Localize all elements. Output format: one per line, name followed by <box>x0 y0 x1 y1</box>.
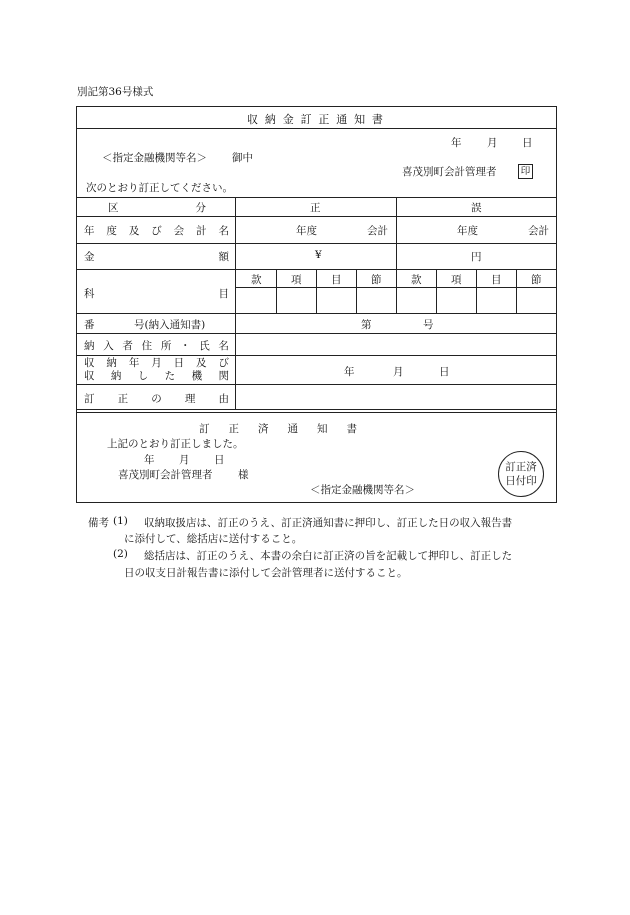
note-2-line-2: 日の収支日計報告書に添付して会計管理者に送付すること。 <box>124 567 408 579</box>
form-number-label: 別記第36号様式 <box>77 86 154 98</box>
col-head-sei: 正 <box>310 202 321 214</box>
rule-kamoku-col-5 <box>436 269 437 313</box>
frame-top-border <box>76 106 557 107</box>
kamoku-setsu-sei: 節 <box>371 274 382 286</box>
row-label-kamoku: 科 目 <box>84 288 229 300</box>
issuer-name: 喜茂別町会計管理者 <box>402 166 497 178</box>
header-date-year: 年 <box>451 137 462 149</box>
row-label-nonyusha: 納 入 者 住 所 ・ 氏 名 <box>84 340 229 352</box>
row-label-bango: 号(納入通知書) <box>134 319 206 331</box>
sei-kaikei: 会計 <box>367 225 388 237</box>
col-head-go: 誤 <box>471 202 482 214</box>
rule-kamoku-col-4 <box>396 269 397 313</box>
rule-kamoku-col-3 <box>356 269 357 313</box>
date-stamp-circle <box>498 451 544 497</box>
note-1-line-2: に添付して、総括店に送付すること。 <box>124 533 303 545</box>
completion-title: 訂 正 済 通 知 書 <box>199 423 357 435</box>
rule-kamoku-col-7 <box>516 269 517 313</box>
kamoku-setsu-go: 節 <box>531 274 542 286</box>
rule-label-col <box>235 197 236 410</box>
kamoku-moku-go: 目 <box>491 274 502 286</box>
completion-date-day: 日 <box>214 454 225 466</box>
onchu: 御中 <box>232 152 253 164</box>
col-head-kubun: 区 分 <box>108 202 206 214</box>
rule-bango-bottom <box>76 333 557 334</box>
go-nendo: 年度 <box>457 225 478 237</box>
sei-nendo: 年度 <box>296 225 317 237</box>
note-1-line-1: 収納取扱店は、訂正のうえ、訂正済通知書に押印し、訂正した日の収入報告書 <box>144 517 513 529</box>
bango-go: 号 <box>423 319 434 331</box>
notes-label: 備考 <box>88 517 109 529</box>
shuno-date-day: 日 <box>439 366 450 378</box>
note-2-number: (2) <box>113 548 128 560</box>
request-text: 次のとおり訂正してください。 <box>86 182 233 194</box>
row-label-riyu: 訂 正 の 理 由 <box>84 393 229 405</box>
rule-kamoku-col-1 <box>276 269 277 313</box>
completion-text: 上記のとおり訂正しました。 <box>107 438 244 450</box>
frame-right-border <box>556 106 557 503</box>
completion-bank: ＜指定金融機関等名＞ <box>310 484 415 496</box>
rule-kamoku-col-2 <box>316 269 317 313</box>
completion-recipient: 喜茂別町会計管理者 <box>118 469 213 481</box>
rule-title-bottom <box>76 128 557 129</box>
bango-dai: 第 <box>361 319 372 331</box>
rule-sei-go-divider <box>396 197 397 269</box>
yen-symbol: ¥ <box>315 249 322 261</box>
shuno-date-year: 年 <box>344 366 355 378</box>
frame-bottom-border <box>76 502 557 503</box>
document-title: 収 納 金 訂 正 通 知 書 <box>247 113 383 126</box>
kamoku-moku-sei: 目 <box>331 274 342 286</box>
note-2-line-1: 総括店は、訂正のうえ、本書の余白に訂正済の旨を記載して押印し、訂正した <box>144 550 513 562</box>
date-stamp-line-1: 訂正済 <box>505 461 537 473</box>
en-unit: 円 <box>471 251 482 263</box>
rule-kamoku-bottom <box>76 313 557 314</box>
rule-colhead-bottom <box>76 216 557 217</box>
note-1-number: (1) <box>113 515 128 527</box>
rule-riyu-bottom-1 <box>76 409 557 410</box>
rule-nendo-bottom <box>76 243 557 244</box>
rule-riyu-bottom-2 <box>76 412 557 413</box>
kamoku-kou-go: 項 <box>451 274 462 286</box>
row-label-ban: 番 <box>84 319 95 331</box>
seal-mark: 印 <box>518 164 533 179</box>
row-label-shuno-2: 収 納 し た 機 関 <box>84 370 229 382</box>
bank-addressee: ＜指定金融機関等名＞ <box>102 152 207 164</box>
shuno-date-month: 月 <box>393 366 404 378</box>
rule-kamoku-col-6 <box>476 269 477 313</box>
completion-date-year: 年 <box>144 454 155 466</box>
date-stamp-line-2: 日付印 <box>505 475 537 487</box>
frame-left-border <box>76 106 77 503</box>
kamoku-kan-go: 款 <box>411 274 422 286</box>
header-date-month: 月 <box>487 137 498 149</box>
rule-header-bottom <box>76 197 557 198</box>
header-date-day: 日 <box>522 137 533 149</box>
go-kaikei: 会計 <box>528 225 549 237</box>
kamoku-kan-sei: 款 <box>251 274 262 286</box>
completion-sama: 様 <box>238 469 249 481</box>
completion-date-month: 月 <box>179 454 190 466</box>
row-label-kingaku: 金 額 <box>84 251 229 263</box>
row-label-nendo: 年 度 及 び 会 計 名 <box>84 225 229 237</box>
rule-shuno-bottom <box>76 384 557 385</box>
rule-nonyusha-bottom <box>76 355 557 356</box>
kamoku-kou-sei: 項 <box>291 274 302 286</box>
row-label-shuno-1: 収 納 年 月 日 及 び <box>84 357 229 369</box>
